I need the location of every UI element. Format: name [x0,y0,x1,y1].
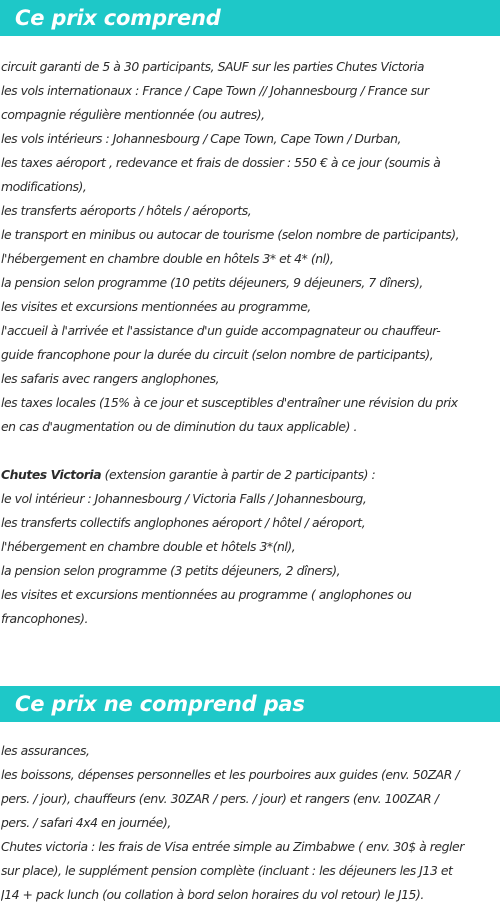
includes-line: la pension selon programme (10 petits déjeuners, 9 déjeuners, 7 dîners), [1,275,423,290]
excludes-line: les assurances, [1,743,90,758]
price-includes-title: Ce prix comprend [15,6,221,30]
excludes-line: sur place), le supplément pension complète (incluant : les déjeuners les J13 et [1,863,453,878]
includes-line: en cas d'augmentation ou de diminution du taux applicable) . [1,419,357,434]
price-includes-list [1,55,500,439]
includes-line: les taxes aéroport , redevance et frais de dossier : 550 € à ce jour (soumis à [1,155,441,170]
victoria-line: les transferts collectifs anglophones aéroport / hôtel / aéroport, [1,515,366,530]
includes-line: l'hébergement en chambre double en hôtels 3* et 4* (nl), [1,251,334,266]
price-includes-header [0,0,500,36]
price-includes-content [0,36,500,631]
victoria-line: l'hébergement en chambre double et hôtels 3*(nl), [1,539,296,554]
excludes-line: pers. / safari 4x4 en journée), [1,815,171,830]
excludes-line: pers. / jour), chauffeurs (env. 30ZAR / pers. / jour) et rangers (env. 100ZAR / [1,791,439,806]
price-excludes-title: Ce prix ne comprend pas [15,692,305,716]
victoria-heading-line [1,463,500,487]
includes-line: les transferts aéroports / hôtels / aéroports, [1,203,252,218]
excludes-line: Chutes victoria : les frais de Visa entrée simple au Zimbabwe ( env. 30$ à regler [1,839,464,854]
victoria-line: le vol intérieur : Johannesbourg / Victoria Falls / Johannesbourg, [1,491,367,506]
includes-line: compagnie régulière mentionnée (ou autres), [1,107,265,122]
includes-line: circuit garanti de 5 à 30 participants, SAUF sur les parties Chutes Victoria [1,59,425,74]
victoria-line: la pension selon programme (3 petits déjeuners, 2 dîners), [1,563,341,578]
victoria-heading: Chutes Victoria [1,467,102,482]
includes-line: les vols intérieurs : Johannesbourg / Cape Town, Cape Town / Durban, [1,131,401,146]
excludes-line: J14 + pack lunch (ou collation à bord selon horaires du vol retour) le J15). [1,887,424,902]
price-excludes-section [0,686,500,907]
victoria-line: francophones). [1,611,88,626]
victoria-extension-block [1,463,500,631]
includes-line: les taxes locales (15% à ce jour et susceptibles d'entraîner une révision du prix [1,395,458,410]
victoria-line: les visites et excursions mentionnées au programme ( anglophones ou [1,587,412,602]
includes-line: guide francophone pour la durée du circuit (selon nombre de participants), [1,347,434,362]
includes-line: les vols internationaux : France / Cape Town // Johannesbourg / France sur [1,83,429,98]
victoria-heading-note: (extension garantie à partir de 2 participants) : [101,467,376,482]
includes-line: les safaris avec rangers anglophones, [1,371,220,386]
price-excludes-header [0,686,500,722]
includes-line: l'accueil à l'arrivée et l'assistance d'un guide accompagnateur ou chauffeur- [1,323,441,338]
price-excludes-content [0,722,500,907]
includes-line: modifications), [1,179,87,194]
includes-line: le transport en minibus ou autocar de tourisme (selon nombre de participants), [1,227,460,242]
includes-line: les visites et excursions mentionnées au programme, [1,299,311,314]
excludes-line: les boissons, dépenses personnelles et les pourboires aux guides (env. 50ZAR / [1,767,460,782]
